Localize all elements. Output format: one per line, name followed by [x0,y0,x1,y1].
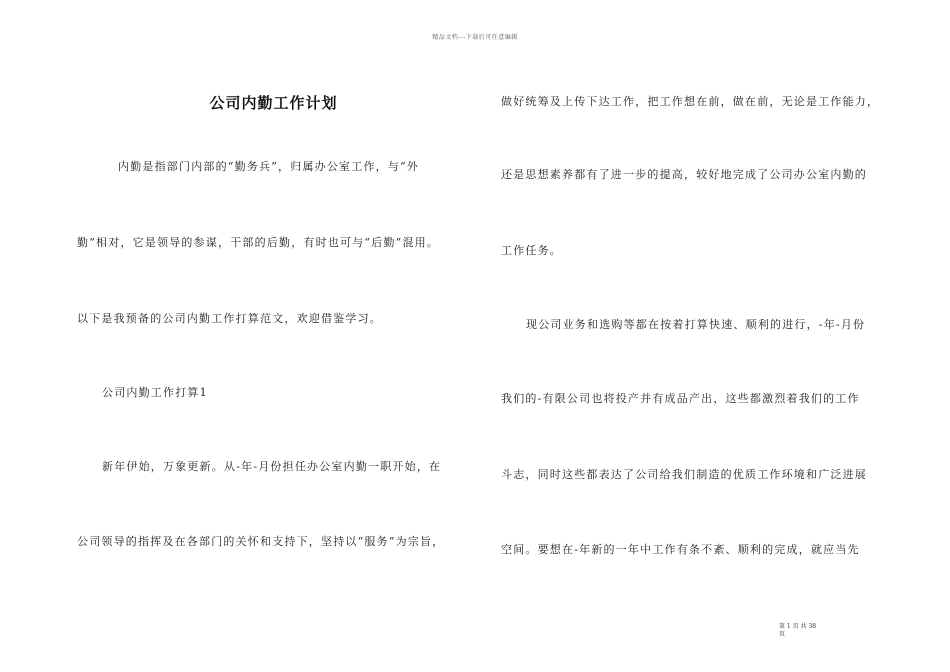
paragraph-line: 新年伊始，万象更新。从-年-月份担任办公室内勤一职开始，在 [102,460,442,473]
paragraph-line: 我们的-有限公司也将投产并有成品产出，这些都激烈着我们的工作 [501,392,860,405]
page-number-line2: 页 [779,631,786,638]
header-note: 精品文档---下载后可任意编辑 [432,34,518,41]
paragraph-line: 现公司业务和选购等都在按着打算快速、顺利的进行，-年-月份 [526,318,866,331]
paragraph-line: 空间。要想在-年新的一年中工作有条不紊、顺利的完成，就应当先 [501,543,860,556]
paragraph-line: 公司领导的指挥及在各部门的关怀和支持下，坚持以“服务”为宗旨， [77,535,445,548]
document-title: 公司内勤工作计划 [209,94,338,112]
paragraph-line: 以下是我预备的公司内勤工作打算范文，欢迎借鉴学习。 [77,312,382,325]
section-heading: 公司内勤工作打算1 [102,386,208,399]
page-number-line1: 第 1 页 共 38 [779,623,817,630]
paragraph-line: 还是思想素养都有了进一步的提高，较好地完成了公司办公室内勤的 [501,168,867,181]
paragraph-line: 斗志，同时这些都表达了公司给我们制造的优质工作环境和广泛进展 [501,468,867,481]
paragraph-line: 工作任务。 [501,244,562,257]
page-number [779,623,816,639]
paragraph-line: 内勤是指部门内部的“勤务兵”，归属办公室工作，与“外 [118,160,420,173]
paragraph-line: 做好统筹及上传下达工作，把工作想在前，做在前，无论是工作能力， [501,95,880,108]
paragraph-line: 勤”相对，它是领导的参谋，干部的后勤，有时也可与“后勤”混用。 [77,236,440,249]
